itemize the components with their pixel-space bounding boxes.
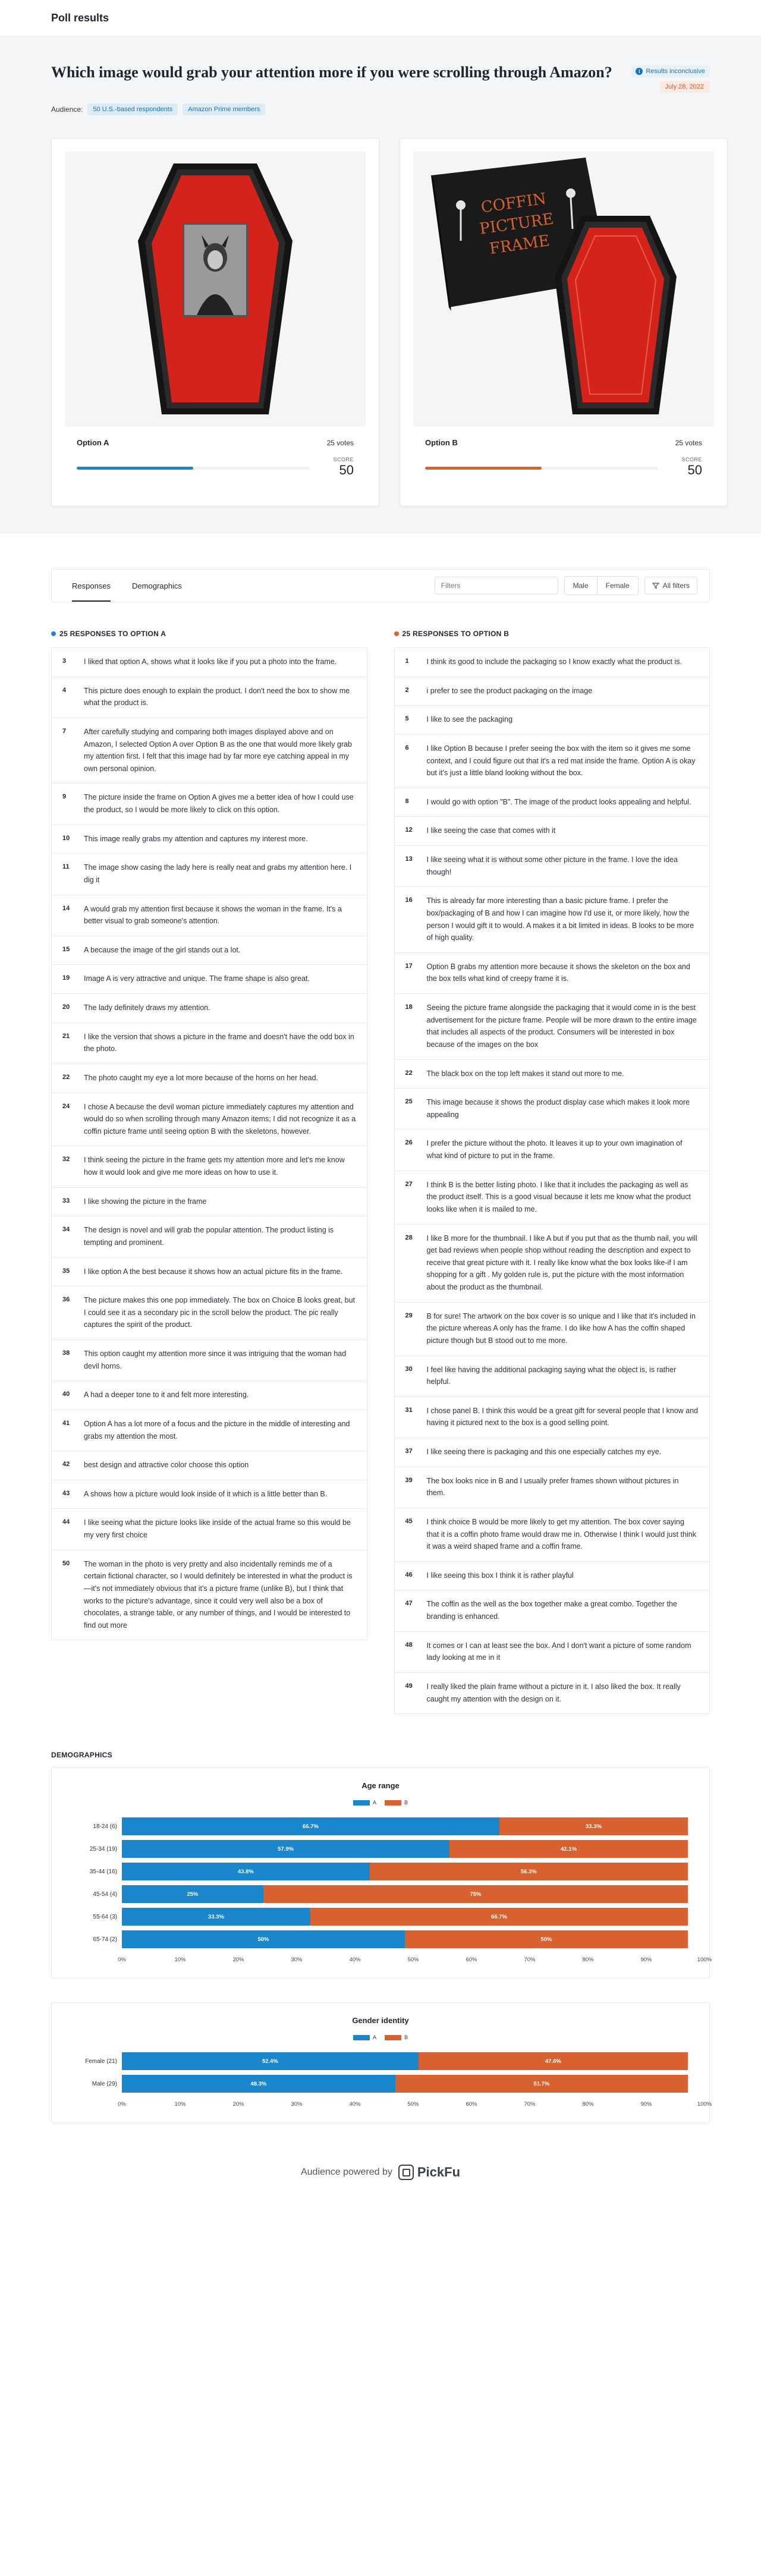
bar-segment-b[interactable]: 56.3% [370,1863,688,1880]
axis-tick-label: 80% [582,2101,594,2108]
response-text: The coffin as the well as the box together make a great combo. Together the branding is enhanced. [426,1600,677,1621]
response-item [395,1397,710,1438]
respondent-number: 40 [62,1391,70,1398]
respondent-number: 18 [405,1004,413,1011]
response-text: Option A has a lot more of a focus and the picture in the middle of interesting and grabs my attention the most. [84,1419,350,1440]
response-item [52,1410,367,1451]
response-text: Option B grabs my attention more because it shows the skeleton on the box and the box tells what kind of creepy frame it is. [426,962,690,983]
category-label: 35-44 (16) [89,1868,117,1875]
respondent-number: 29 [405,1311,413,1319]
respondent-number: 7 [62,727,67,735]
option-a-score-fill [77,467,193,470]
respondent-number: 4 [62,686,67,694]
respondent-number: 5 [405,715,409,723]
axis-tick-label: 20% [232,2101,244,2108]
response-text: I think seeing the picture in the frame gets my attention more and let's me know how it would look and give me more ideas on how to use it. [84,1156,345,1177]
response-item [52,648,367,677]
response-text: I chose A because the devil woman picture immediately captures my attention and would do so when scrolling through many Amazon items; I did not recognize it as a coffin picture frame until seeing option B with the skeletons, however. [84,1102,356,1136]
axis-tick-label: 40% [349,1957,361,1964]
age-chart-bars [73,1815,688,1951]
response-item [395,1632,710,1673]
response-item [395,887,710,953]
legend-a-label: A [372,2034,376,2041]
respondent-number: 2 [405,686,409,694]
response-item [52,718,367,784]
response-item [52,965,367,994]
filter-icon [652,582,659,589]
coffin-frame-portrait-image [65,152,366,426]
audience-label: Audience: [51,105,83,114]
response-text: I like seeing what the picture looks like inside of the actual frame so this would be my very first choice [84,1518,351,1539]
response-item [52,1093,367,1147]
response-item [395,1171,710,1225]
response-item [52,1216,367,1257]
respondent-number: 42 [62,1461,70,1468]
response-item [52,936,367,965]
response-item [395,994,710,1060]
response-text: I think its good to include the packaging so I know exactly what the product is. [426,658,682,666]
bar-segment-b[interactable]: 47.6% [419,2052,688,2070]
response-item [52,1550,367,1640]
axis-tick-label: 40% [349,2101,361,2108]
poll-summary [0,37,761,533]
poll-question: Which image would grab your attention more if you were scrolling through Amazon? [51,64,612,81]
response-text: A had a deeper tone to it and felt more interesting. [84,1391,249,1399]
response-item [395,1225,710,1303]
response-text: Image A is very attractive and unique. The frame shape is also great. [84,974,310,983]
bar-segment-b[interactable]: 51.7% [395,2075,688,2093]
response-text: I really liked the plain frame without a picture in it. I also liked the box. It really caught my attention with the design on it. [426,1682,681,1703]
option-b-score-fill [425,467,542,470]
bar-segment-a[interactable]: 33.3% [122,1908,310,1926]
respondent-number: 44 [62,1518,70,1526]
option-b-score-bar [425,467,658,470]
response-item [395,1356,710,1397]
response-item [52,1287,367,1340]
axis-tick-label: 100% [697,2101,712,2108]
svg-text:COFFIN: COFFIN [480,190,548,217]
legend-b-label: B [404,1800,408,1806]
filter-male-button[interactable]: Male [573,581,589,590]
bar-segment-b[interactable]: 75% [263,1885,688,1903]
bar-segment-a[interactable]: 43.8% [122,1863,370,1880]
respondent-number: 12 [405,826,413,834]
category-label: 65-74 (2) [93,1936,117,1943]
response-text: The image show casing the lady here is really neat and grabs my attention here. I dig it [84,863,352,884]
response-item [52,784,367,825]
respondent-number: 48 [405,1641,413,1649]
response-item [52,1480,367,1509]
gender-chart-axis [118,2099,712,2111]
response-text: best design and attractive color choose this option [84,1461,249,1470]
category-label: 18-24 (6) [93,1823,117,1830]
response-text: I like showing the picture in the frame [84,1197,207,1206]
chart-row [73,1928,688,1951]
response-item [52,1381,367,1410]
response-text: I like option A the best because it shows how an actual picture fits in the frame. [84,1267,342,1276]
response-item [395,817,710,846]
respondent-number: 35 [62,1267,70,1275]
response-item [395,1303,710,1356]
bar-segment-a[interactable]: 66.7% [122,1817,499,1835]
responses-a-list [51,647,367,1640]
gender-filter [564,576,639,595]
pickfu-logo-icon [398,2165,414,2180]
option-b-card[interactable] [400,138,728,507]
response-item [395,648,710,677]
axis-tick-label: 90% [640,1957,652,1964]
svg-text:FRAME: FRAME [488,232,551,259]
response-item [395,1089,710,1130]
bar-segment-a[interactable]: 25% [122,1885,263,1903]
bar-track [122,1840,688,1858]
respondent-number: 47 [405,1600,413,1608]
response-item [52,677,367,718]
response-text: I like to see the packaging [426,715,513,724]
option-b-score-label: SCORE [681,457,702,463]
axis-tick-label: 0% [118,1957,126,1964]
footer [0,2165,761,2216]
gender-chart-legend [73,2034,688,2040]
bar-track [122,1908,688,1926]
response-text: I liked that option A, shows what it looks like if you put a photo into the frame. [84,658,337,666]
audience-row [51,103,710,115]
bar-segment-b[interactable]: 33.3% [499,1817,688,1835]
respondent-number: 27 [405,1180,413,1188]
option-a-card[interactable] [51,138,379,507]
option-b-image[interactable] [413,152,714,426]
response-text: The black box on the top left makes it stand out more to me. [426,1069,624,1078]
option-a-votes: 25 votes [326,438,354,447]
respondent-number: 22 [62,1073,70,1081]
date-badge: July 28, 2022 [659,81,710,93]
option-b-votes: 25 votes [675,438,702,447]
respondent-number: 30 [405,1365,413,1373]
top-bar [0,0,761,37]
response-text: The design is novel and will grab the popular attention. The product listing is tempting and prominent. [84,1226,334,1247]
chart-row [73,1905,688,1928]
response-item [52,1258,367,1287]
respondent-number: 17 [405,962,413,970]
category-label: 25-34 (19) [89,1845,117,1852]
gender-chart-bars [73,2050,688,2095]
response-item [52,994,367,1023]
respondent-number: 39 [405,1476,413,1484]
respondent-number: 49 [405,1682,413,1690]
response-text: The woman in the photo is very pretty and also incidentally reminds me of a certain fictional character, so I would definitely be interested in what the product is—it's not immediately obvious that it's a picture frame (unlike B), but I think that works to the picture's advantage, since it could very well also be a box of chocolates, a strange table, or any number of things, and I would be interested to find out more [84,1559,353,1630]
brand-name: PickFu [417,2165,461,2180]
option-a-name: Option A [77,438,109,447]
respondent-number: 43 [62,1489,70,1497]
results-toolbar [51,569,710,602]
age-chart-legend [73,1800,688,1806]
response-text: It comes or I can at least see the box. And I don't want a picture of some random lady looking at me in it [426,1641,691,1662]
age-chart-axis [118,1954,712,1966]
axis-tick-label: 30% [291,2101,303,2108]
response-text: A because the image of the girl stands out a lot. [84,945,241,954]
respondent-number: 46 [405,1571,413,1578]
response-text: i prefer to see the product packaging on the image [426,686,593,695]
response-text: I like seeing the case that comes with it [426,826,556,835]
axis-tick-label: 50% [407,1957,419,1964]
response-text: This option caught my attention more since it was intriguing that the woman had devil horns. [84,1350,347,1370]
response-text: B for sure! The artwork on the box cover is so unique and I like that it's included in the picture whereas A only has the frame. I do like how A has the coffin shaped picture though but B stood out to me more. [426,1311,696,1345]
response-item [52,825,367,854]
option-a-score-label: SCORE [333,457,354,463]
option-b-score: 50 [687,463,702,477]
respondent-number: 45 [405,1517,413,1525]
respondent-number: 20 [62,1004,70,1011]
bar-segment-b[interactable]: 66.7% [310,1908,688,1926]
legend-a-swatch [353,2035,370,2040]
status-text: Results inconclusive [646,68,705,75]
tab-demographics[interactable]: Demographics [132,581,182,590]
response-text: I like seeing this box I think it is rather playful [426,1571,574,1580]
axis-tick-label: 70% [524,2101,536,2108]
respondent-number: 19 [62,974,70,982]
response-text: The picture inside the frame on Option A gives me a better idea of how I could use the product, so I would be more likely to click on this option. [84,793,354,814]
page-title: Poll results [51,12,109,24]
response-text: This image because it shows the product display case which makes it look more appealing [426,1098,690,1119]
response-item [52,1146,367,1187]
audience-chip-prime[interactable]: Amazon Prime members [183,103,265,115]
response-text: I feel like having the additional packaging saying what the object is, is rather helpful. [426,1365,677,1386]
respondent-number: 15 [62,945,70,953]
bar-track [122,1885,688,1903]
respondent-number: 25 [405,1098,413,1106]
response-item [52,895,367,936]
respondent-number: 21 [62,1032,70,1040]
response-item [52,854,367,895]
respondent-number: 34 [62,1226,70,1234]
response-item [52,1023,367,1064]
response-item [395,1590,710,1631]
responses-b-heading: 25 RESPONSES TO OPTION B [402,630,510,638]
response-text: I like B more for the thumbnail. I like A but if you put that as the thumb nail, you will get bad reviews when people shop without reading the description and expect to receive that great picture with it. I really like know what the box looks like-if I am shopping for a gift . My golden rule is, put the picture with the most information about the product as the thumbnail. [426,1234,697,1291]
response-item [395,1438,710,1467]
coffin-frame-with-box-image [413,152,714,426]
response-text: A would grab my attention first because it shows the woman in the frame. It's a better visual to grab someone's attention. [84,904,342,926]
respondent-number: 41 [62,1419,70,1427]
bar-track [122,2052,688,2070]
response-item [395,1467,710,1508]
response-item [52,1064,367,1093]
bar-track [122,1817,688,1835]
pickfu-logo[interactable] [398,2165,460,2180]
option-b-dot-icon [394,631,399,636]
respondent-number: 22 [405,1069,413,1077]
legend-b-swatch [385,2035,401,2040]
responses-section [0,602,761,1714]
response-text: This is already far more interesting than a basic picture frame. I prefer the box/packaging of B and how I can imagine how I'd use it, or more likely, how the person I would gift it to would. A makes it a bit limited in ideas. B looks to be more of high quality. [426,897,694,942]
filter-female-button[interactable]: Female [597,577,638,595]
axis-tick-label: 60% [466,1957,477,1964]
status-badge [631,65,710,77]
axis-tick-label: 20% [232,1957,244,1964]
response-text: I chose panel B. I think this would be a great gift for several people that I know and having it pictured next to the box is a good selling point. [426,1406,699,1427]
response-text: The lady definitely draws my attention. [84,1004,210,1012]
axis-tick-label: 100% [697,1957,712,1964]
response-text: This image really grabs my attention and captures my interest more. [84,834,308,843]
option-b-name: Option B [425,438,458,447]
response-item [395,953,710,994]
respondent-number: 1 [405,658,409,665]
response-text: I prefer the picture without the photo. It leaves it up to your own imagination of what kind of picture to put in the frame. [426,1139,683,1160]
response-text: The photo caught my eye a lot more because of the horns on her head. [84,1073,319,1082]
response-item [395,1673,710,1713]
response-text: Seeing the picture frame alongside the packaging that it would come in is the best advertisement for the picture frame. People will be more drawn to the entire image that includes all aspects of the product. Consumers will be interested in box because of the images on the box [426,1004,697,1049]
response-text: I think B is the better listing photo. I like that it includes the packaging as well as the product itself. This is a good visual because it lets me know what the product looks like when it is mailed to me. [426,1180,691,1213]
axis-tick-label: 0% [118,2101,126,2108]
option-a-image[interactable] [65,152,366,426]
axis-tick-label: 50% [407,2101,419,2108]
legend-b-swatch [385,1800,401,1806]
legend-b-label: B [404,2034,408,2041]
respondent-number: 8 [405,797,409,805]
svg-text:PICTURE: PICTURE [478,210,555,238]
demographics-heading: DEMOGRAPHICS [51,1751,112,1760]
all-filters-label: All filters [662,581,690,590]
response-item [395,1130,710,1171]
response-item [52,1188,367,1217]
response-text: A shows how a picture would look inside of it which is a little better than B. [84,1489,328,1498]
bar-track [122,1863,688,1880]
filter-input[interactable] [435,577,558,595]
response-item [395,1060,710,1089]
axis-tick-label: 10% [174,2101,186,2108]
info-icon: i [636,68,643,75]
bar-segment-a[interactable]: 52.4% [122,2052,419,2070]
option-a-score-bar [77,467,310,470]
category-label: 45-54 (4) [93,1891,117,1898]
response-item [395,677,710,706]
all-filters-button[interactable] [644,577,697,595]
respondent-number: 28 [405,1234,413,1241]
respondent-number: 33 [62,1197,70,1204]
response-text: I like Option B because I prefer seeing the box with the item so it gives me some context, and I could figure out that it's a red mat inside the frame. Option A is okay but it's just a little bland looking without the box. [426,744,696,778]
legend-a-swatch [353,1800,370,1806]
respondent-number: 37 [405,1448,413,1455]
chart-row [73,2072,688,2095]
responses-a-heading: 25 RESPONSES TO OPTION A [59,630,166,638]
chart-row [73,1838,688,1860]
audience-chip-respondents[interactable]: 50 U.S.-based respondents [87,103,178,115]
response-item [395,1508,710,1562]
respondent-number: 36 [62,1296,70,1304]
respondent-number: 10 [62,834,70,842]
respondent-number: 13 [405,855,413,863]
axis-tick-label: 90% [640,2101,652,2108]
category-label: 55-64 (3) [93,1913,117,1920]
chart-row [73,2050,688,2072]
respondent-number: 26 [405,1139,413,1147]
bar-segment-b[interactable]: 42.1% [449,1840,688,1858]
age-chart-title: Age range [361,1781,400,1791]
axis-tick-label: 60% [466,2101,477,2108]
response-item [52,1340,367,1381]
respondent-number: 14 [62,904,70,912]
category-label: Male (29) [92,2080,117,2087]
chart-row [73,1860,688,1883]
respondent-number: 3 [62,658,67,665]
gender-chart-title: Gender identity [352,2016,409,2025]
response-item [395,788,710,817]
option-a-dot-icon [51,631,56,636]
bar-segment-b[interactable]: 50% [405,1930,688,1948]
bar-segment-a[interactable]: 48.3% [122,2075,395,2093]
response-text: I like seeing there is packaging and this one especially catches my eye. [426,1448,662,1456]
chart-row [73,1883,688,1905]
age-range-chart [51,1767,710,1979]
chart-row [73,1815,688,1838]
response-text: This picture does enough to explain the product. I don't need the box to show me what the product is. [84,686,350,707]
response-item [395,735,710,788]
respondent-number: 6 [405,744,409,751]
response-item [395,1562,710,1591]
respondent-number: 38 [62,1350,70,1357]
category-label: Female (21) [85,2058,117,2065]
response-text: I would go with option "B". The image of the product looks appealing and helpful. [426,797,691,806]
axis-tick-label: 80% [582,1957,594,1964]
respondent-number: 16 [405,897,413,904]
option-a-score: 50 [339,463,354,477]
respondent-number: 32 [62,1156,70,1163]
respondent-number: 24 [62,1102,70,1110]
axis-tick-label: 30% [291,1957,303,1964]
response-text: The picture makes this one pop immediately. The box on Choice B looks great, but I could see it as a secondary pic in the scroll below the product. The pic really captures the spirit of the product. [84,1296,356,1329]
bar-segment-a[interactable]: 57.9% [122,1840,449,1858]
gender-identity-chart [51,2002,710,2123]
response-text: After carefully studying and comparing both images displayed above and on Amazon, I selected Option A over Option B as the one that would more likely grab my attention first. I felt that this image had by far more eye catching appeal in my own personal opinion. [84,727,352,773]
response-text: I think choice B would be more likely to get my attention. The box cover saying that it is a coffin photo frame would draw me in. Otherwise I think I would just think it was a weird shaped frame and a coffin frame. [426,1517,696,1551]
responses-option-a [51,630,367,1714]
footer-text: Audience powered by [300,2167,392,2178]
response-item [395,706,710,735]
responses-option-b [394,630,710,1714]
bar-track [122,1930,688,1948]
respondent-number: 9 [62,793,67,801]
response-text: The box looks nice in B and I usually prefer frames shown without pictures in them. [426,1476,679,1498]
bar-track [122,2075,688,2093]
tab-responses[interactable]: Responses [72,581,111,590]
responses-b-list [394,647,710,1714]
bar-segment-a[interactable]: 50% [122,1930,405,1948]
respondent-number: 50 [62,1559,70,1567]
respondent-number: 31 [405,1406,413,1414]
axis-tick-label: 10% [174,1957,186,1964]
legend-a-label: A [372,1800,376,1806]
axis-tick-label: 70% [524,1957,536,1964]
response-text: I like seeing what it is without some other picture in the frame. I love the idea though! [426,855,678,876]
response-item [395,846,710,887]
response-text: I like the version that shows a picture in the frame and doesn't have the odd box in the photo. [84,1032,354,1053]
respondent-number: 11 [62,863,70,871]
response-item [52,1451,367,1480]
response-item [52,1509,367,1550]
